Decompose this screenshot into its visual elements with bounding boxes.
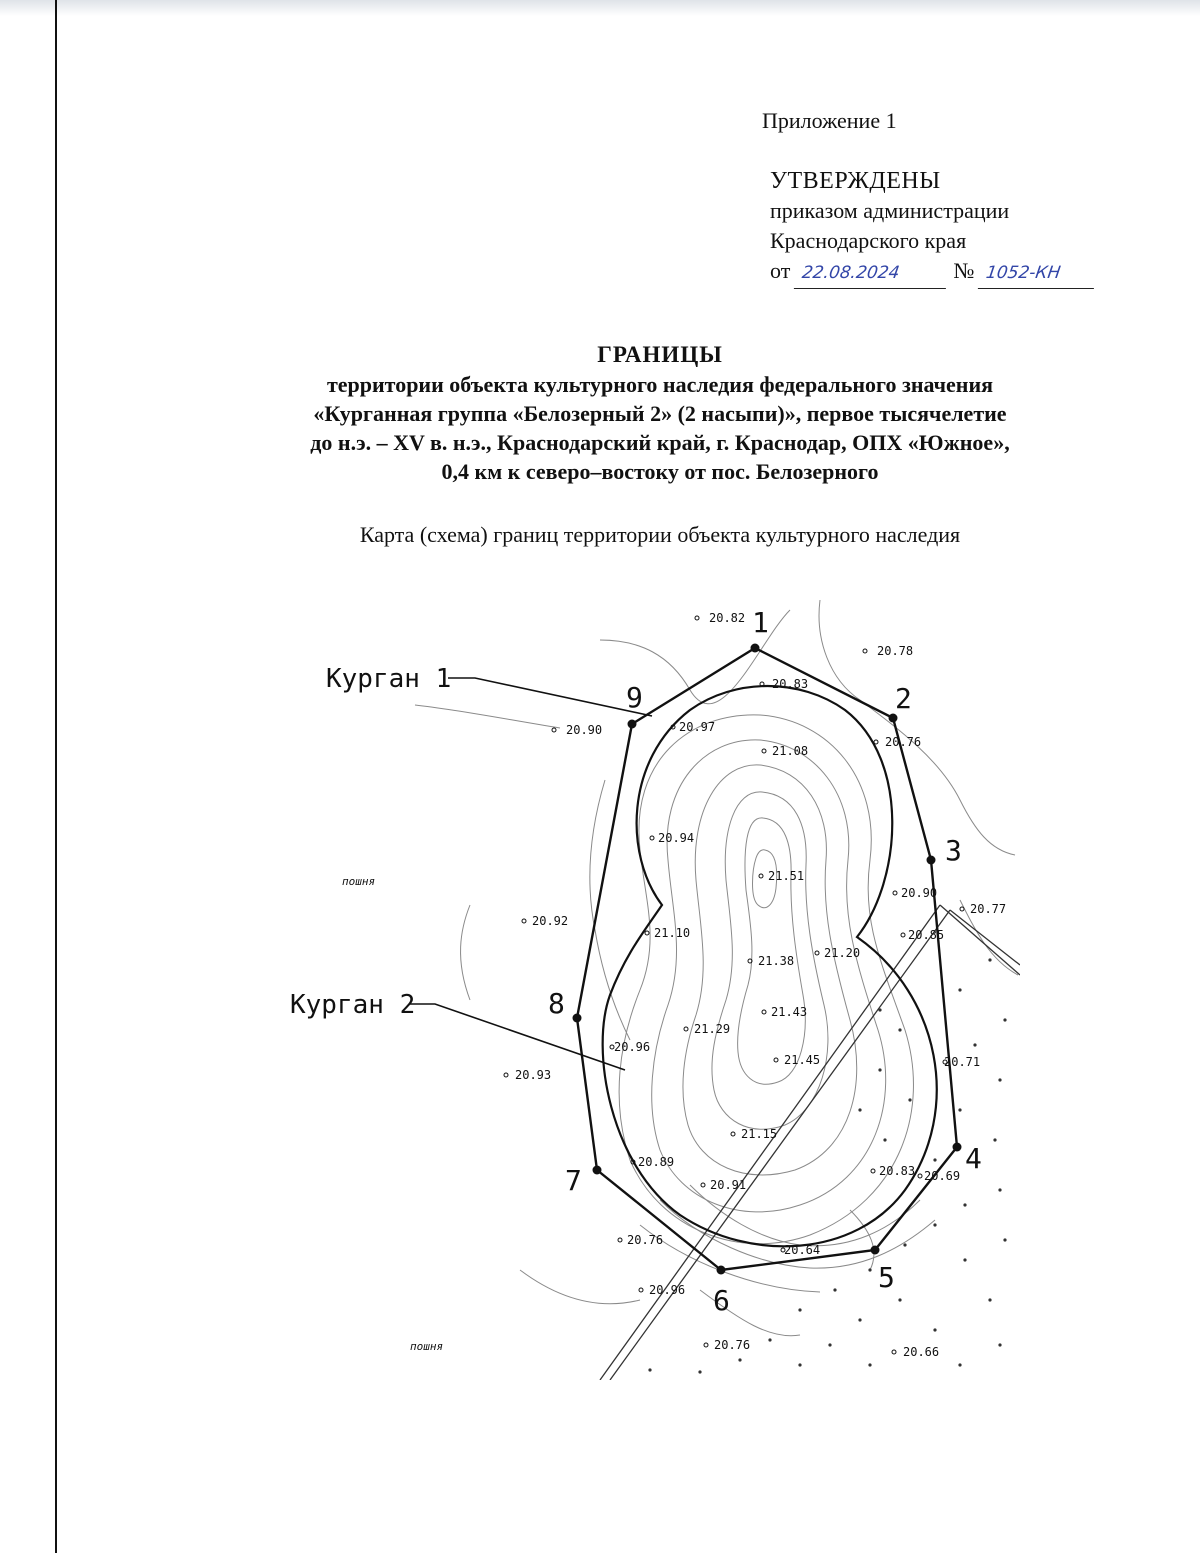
- vertex-number: 2: [895, 682, 912, 715]
- mound-label-2: Курган 2: [290, 990, 416, 1020]
- elevation-label: 20.78: [877, 644, 914, 658]
- approval-line-2: Краснодарского края: [770, 228, 967, 253]
- terrain-lines: [415, 600, 1018, 1336]
- elevation-label: 20.94: [658, 831, 695, 845]
- elevation-label: 20.71: [944, 1055, 981, 1069]
- elevation-label: 20.76: [885, 735, 922, 749]
- elevation-label: 21.29: [694, 1022, 731, 1036]
- document-title-line: «Курганная группа «Белозерный 2» (2 насыпи)», первое тысячелетие: [313, 401, 1007, 426]
- elevation-label: 21.10: [654, 926, 691, 940]
- number-prefix: №: [953, 258, 975, 283]
- approval-line-1: приказом администрации: [770, 198, 1010, 223]
- map-caption: Карта (схема) границ территории объекта культурного наследия: [359, 522, 961, 547]
- map-background: [415, 600, 1020, 1380]
- elevation-label: 20.64: [784, 1243, 821, 1257]
- elevation-label: 21.43: [771, 1005, 808, 1019]
- elevation-labels: [515, 611, 1006, 1359]
- elevation-label: 21.51: [768, 869, 805, 883]
- vertex-number: 7: [565, 1164, 582, 1197]
- document-title-line: до н.э. – XV в. н.э., Краснодарский край, г. Краснодар, ОПХ «Южное»,: [310, 430, 1010, 455]
- elevation-label: 20.85: [908, 928, 945, 942]
- mound-1-leader: [448, 678, 652, 716]
- vertex-number: 5: [878, 1261, 895, 1294]
- date-prefix: от: [770, 258, 791, 283]
- elevation-label: 20.91: [710, 1178, 747, 1192]
- elevation-label: 20.82: [709, 611, 746, 625]
- elevation-label: 21.20: [824, 946, 861, 960]
- land-use-label: пошня: [410, 1340, 444, 1353]
- document-title: ГРАНИЦЫ: [597, 342, 723, 367]
- elevation-label: 20.76: [714, 1338, 751, 1352]
- elevation-label: 20.90: [566, 723, 603, 737]
- elevation-label: 21.45: [784, 1053, 821, 1067]
- elevation-label: 20.93: [515, 1068, 552, 1082]
- elevation-label: 20.89: [638, 1155, 675, 1169]
- elevation-label: 20.83: [772, 677, 809, 691]
- elevation-label: 21.38: [758, 954, 795, 968]
- elevation-label: 20.96: [649, 1283, 686, 1297]
- vertex-number: 8: [548, 987, 565, 1020]
- vertex-number: 1: [752, 606, 769, 639]
- document-title-line: 0,4 км к северо–востоку от пос. Белозерного: [441, 459, 879, 484]
- elevation-label: 20.90: [901, 886, 938, 900]
- elevation-label: 20.76: [627, 1233, 664, 1247]
- elevation-label: 21.15: [741, 1127, 778, 1141]
- appendix-label: Приложение 1: [762, 108, 897, 133]
- elevation-label: 21.08: [772, 744, 809, 758]
- handwritten-date: 22.08.2024: [794, 258, 950, 289]
- elevation-label: 20.77: [970, 902, 1007, 916]
- vertex-number: 9: [626, 681, 643, 714]
- land-use-label: пошня: [342, 875, 376, 888]
- elevation-label: 20.69: [924, 1169, 961, 1183]
- elevation-label: 20.96: [614, 1040, 651, 1054]
- field-dots: [648, 958, 1006, 1373]
- mound-label-1: Курган 1: [326, 664, 452, 694]
- elevation-label: 20.92: [532, 914, 569, 928]
- elevation-label: 20.97: [679, 720, 716, 734]
- document-title-line: территории объекта культурного наследия федерального значения: [326, 372, 994, 397]
- approval-heading: УТВЕРЖДЕНЫ: [770, 168, 941, 194]
- vertex-number: 3: [945, 834, 962, 867]
- mound-2-leader: [410, 1004, 625, 1070]
- elevation-label: 20.83: [879, 1164, 916, 1178]
- elevation-label: 20.66: [903, 1345, 940, 1359]
- vertex-number: 4: [965, 1142, 982, 1175]
- handwritten-number: 1052-КН: [978, 258, 1098, 289]
- vertex-number: 6: [713, 1284, 730, 1317]
